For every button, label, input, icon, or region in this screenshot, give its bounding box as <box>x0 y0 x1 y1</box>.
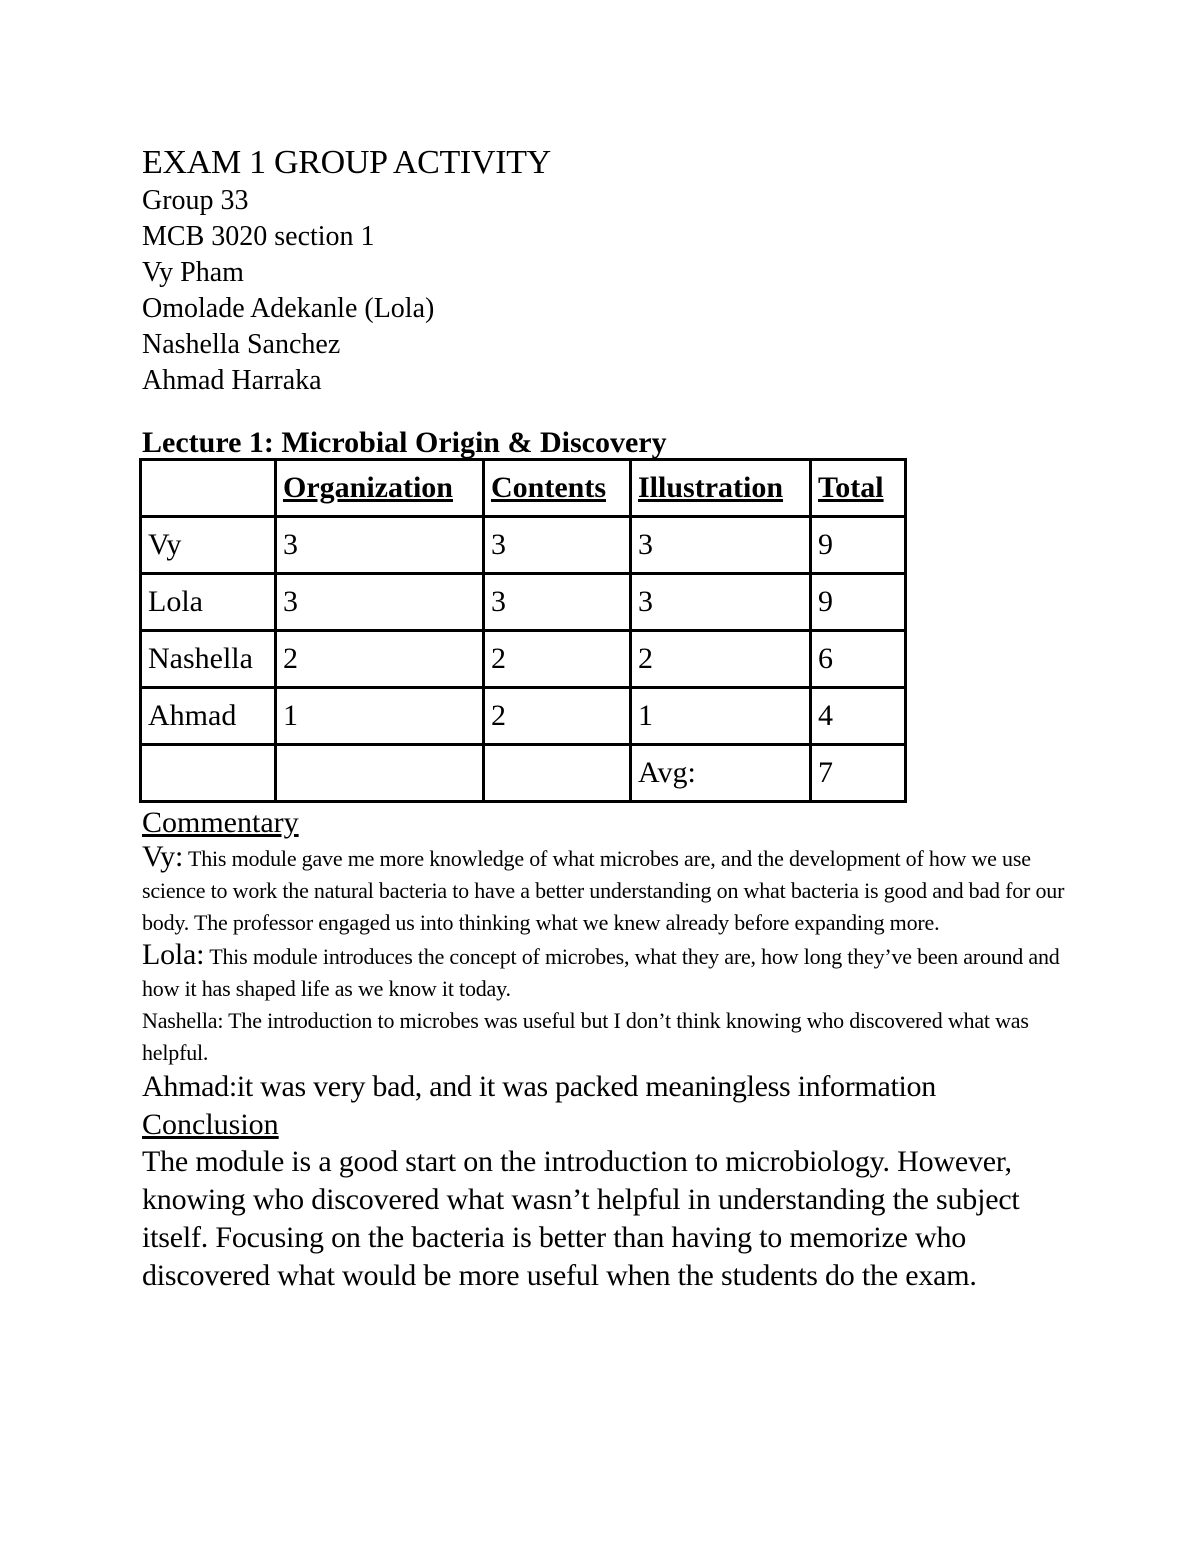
comment-text: This module introduces the concept of microbes, what they are, how long they’ve been around and how it has shaped life as we know it today. <box>142 944 1060 1001</box>
group-number: Group 33 <box>142 185 249 216</box>
table-header-cell: Organization <box>276 460 484 517</box>
table-cell: 1 <box>631 688 811 745</box>
table-cell: 6 <box>811 631 906 688</box>
table-cell: Avg: <box>631 745 811 802</box>
table-header-cell: Total <box>811 460 906 517</box>
table-cell: 3 <box>484 517 631 574</box>
table-cell: Lola <box>141 574 276 631</box>
table-cell: 9 <box>811 574 906 631</box>
table-cell: 2 <box>484 631 631 688</box>
score-table <box>139 458 907 803</box>
comment-speaker: Nashella: <box>142 1008 224 1033</box>
course-section: MCB 3020 section 1 <box>142 221 375 252</box>
table-cell: 3 <box>276 574 484 631</box>
table-cell: 3 <box>631 574 811 631</box>
table-cell: 3 <box>276 517 484 574</box>
comment-text: it was very bad, and it was packed meaningless information <box>236 1070 936 1103</box>
comment-text: This module gave me more knowledge of what microbes are, and the development of how we use science to work the natural bacteria to have a better understanding on what bacteria is good and bad for our body. The professor engaged us into thinking what we knew already before expanding more. <box>142 846 1065 935</box>
table-cell <box>276 745 484 802</box>
lecture-heading: Lecture 1: Microbial Origin & Discovery <box>142 426 667 459</box>
table-cell: 1 <box>276 688 484 745</box>
comment-vy <box>142 841 1082 939</box>
table-cell: 3 <box>631 517 811 574</box>
commentary-label: Commentary <box>142 806 299 839</box>
table-header-cell: Contents <box>484 460 631 517</box>
table-cell: Ahmad <box>141 688 276 745</box>
conclusion-text: The module is a good start on the introduction to microbiology. However, knowing who discovered what wasn’t helpful in understanding the subject itself. Focusing on the bacteria is better than having to memorize who discovered what would be more useful when the students do the exam. <box>142 1145 1020 1292</box>
conclusion-label: Conclusion <box>142 1108 279 1141</box>
table-cell <box>484 745 631 802</box>
table-cell: Nashella <box>141 631 276 688</box>
table-header-cell <box>141 460 276 517</box>
table-cell: 2 <box>484 688 631 745</box>
comment-speaker: Lola: <box>142 938 205 971</box>
table-cell: 2 <box>631 631 811 688</box>
document-content <box>142 143 1082 1295</box>
table-cell: 9 <box>811 517 906 574</box>
table-header-row <box>141 460 906 517</box>
comment-lola <box>142 939 1082 1005</box>
comment-speaker: Vy: <box>142 840 184 873</box>
comment-nashella <box>142 1005 1082 1069</box>
table-cell <box>141 745 276 802</box>
table-cell: 3 <box>484 574 631 631</box>
table-cell: Vy <box>141 517 276 574</box>
comment-text: The introduction to microbes was useful but I don’t think knowing who discovered what was helpful. <box>142 1008 1029 1065</box>
table-row <box>141 745 906 802</box>
table-row <box>141 517 906 574</box>
table-cell: 7 <box>811 745 906 802</box>
table-row <box>141 688 906 745</box>
document-title: EXAM 1 GROUP ACTIVITY <box>142 144 551 181</box>
table-cell: 4 <box>811 688 906 745</box>
table-cell: 2 <box>276 631 484 688</box>
member-name: Nashella Sanchez <box>142 329 341 360</box>
comment-ahmad <box>142 1069 1082 1105</box>
member-name: Omolade Adekanle (Lola) <box>142 293 435 324</box>
table-header-cell: Illustration <box>631 460 811 517</box>
table-row <box>141 574 906 631</box>
table-row <box>141 631 906 688</box>
member-name: Vy Pham <box>142 257 244 288</box>
comment-speaker: Ahmad: <box>142 1070 237 1103</box>
member-name: Ahmad Harraka <box>142 365 322 396</box>
